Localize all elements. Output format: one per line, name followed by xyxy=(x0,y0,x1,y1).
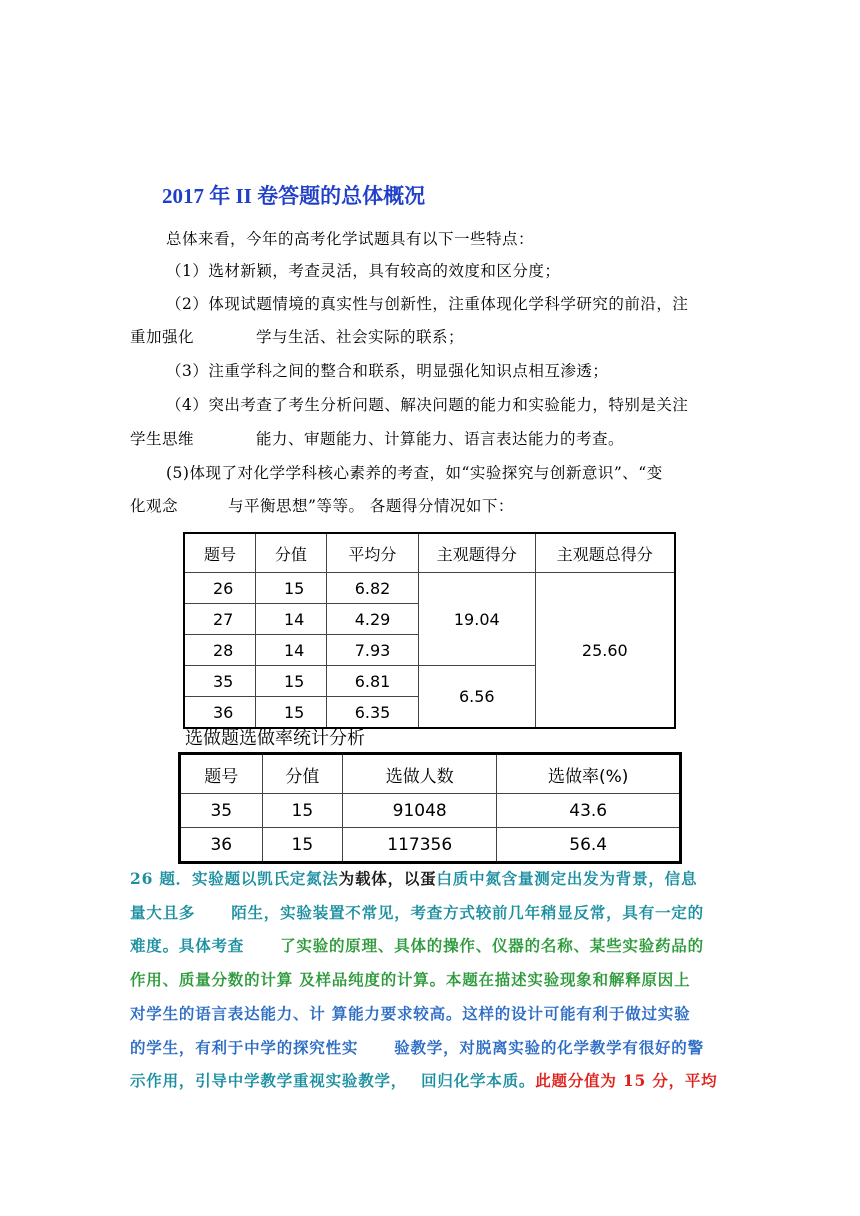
header-cell: 题号 xyxy=(180,754,263,794)
analysis-line-4: 作用、质量分数的计算 及样品纯度的计算。本题在描述实验现象和解释原因上 xyxy=(130,970,691,989)
intro-line-8: (5)体现了对化学学科核心素养的考查，如“实验探究与创新意识”、“变 xyxy=(166,464,663,482)
average-score: 7.93 xyxy=(326,635,418,666)
subjective-required-score: 19.04 xyxy=(418,573,535,666)
question-number: 28 xyxy=(184,635,255,666)
score-value: 15 xyxy=(255,573,326,604)
score-table-header xyxy=(184,533,675,573)
header-cell: 平均分 xyxy=(326,533,418,573)
elective-count: 117356 xyxy=(343,828,497,863)
page-title: 2017 年 II 卷答题的总体概况 xyxy=(162,184,426,208)
elective-count: 91048 xyxy=(343,794,497,828)
subjective-elective-score: 6.56 xyxy=(418,666,535,729)
analysis-line-6-a: 的学生，有利于中学的探究性实 xyxy=(130,1038,359,1057)
intro-line-4-a: 重加强化 xyxy=(130,328,195,346)
question-number: 36 xyxy=(184,697,255,729)
header-cell: 分值 xyxy=(255,533,326,573)
intro-line-9 xyxy=(130,494,514,516)
analysis-line-1-b: 为载体，以蛋 xyxy=(338,869,437,888)
analysis-line-7 xyxy=(130,1069,717,1091)
intro-line-7-b: 能力、审题能力、计算能力、语言表达能力的考查。 xyxy=(256,430,625,448)
analysis-line-5: 对学生的语言表达能力、计 算能力要求较高。这样的设计可能有利于做过实验 xyxy=(130,1004,691,1023)
analysis-line-2-a: 量大且多 xyxy=(130,903,196,922)
analysis-line-3 xyxy=(130,934,704,956)
analysis-line-6-b: 验教学，对脱离实验的化学教学有很好的警 xyxy=(394,1038,704,1057)
intro-line-4-b: 学与生活、社会实际的联系； xyxy=(256,328,465,346)
intro-line-1: 总体来看，今年的高考化学试题具有以下一些特点： xyxy=(166,230,535,248)
elective-table-caption: 选做题选做率统计分析 xyxy=(185,728,365,749)
score-value: 15 xyxy=(262,828,342,863)
header-cell: 主观题总得分 xyxy=(535,533,675,573)
question-number: 36 xyxy=(180,828,263,863)
average-score: 6.35 xyxy=(326,697,418,729)
header-cell: 选做人数 xyxy=(343,754,497,794)
elective-rate: 56.4 xyxy=(497,828,681,863)
intro-line-9-b: 与平衡思想”等等。 各题得分情况如下： xyxy=(228,497,514,515)
intro-line-4 xyxy=(130,325,464,347)
table-row xyxy=(184,573,675,604)
table-row xyxy=(180,794,681,828)
analysis-line-1 xyxy=(130,867,697,889)
analysis-line-7-b: 回归化学本质。 xyxy=(421,1071,536,1090)
analysis-line-3-a: 难度。具体考查 xyxy=(130,936,245,955)
elective-table-header xyxy=(180,754,681,794)
table-row xyxy=(180,828,681,863)
intro-line-9-a: 化观念 xyxy=(130,497,179,515)
average-score: 6.82 xyxy=(326,573,418,604)
intro-line-2: （1）选材新颖，考查灵活，具有较高的效度和区分度； xyxy=(166,262,561,280)
header-cell: 分值 xyxy=(262,754,342,794)
analysis-line-1-a: 26 题．实验题以凯氏定氮法 xyxy=(130,869,339,888)
analysis-line-7-c: 此题分值为 15 分，平均 xyxy=(535,1071,718,1090)
analysis-line-6 xyxy=(130,1036,704,1058)
intro-line-7 xyxy=(130,427,624,449)
elective-rate: 43.6 xyxy=(497,794,681,828)
score-value: 14 xyxy=(255,635,326,666)
average-score: 6.81 xyxy=(326,666,418,697)
score-table xyxy=(183,532,676,729)
analysis-line-1-c: 白质中氮含量测定出发为背景，信息 xyxy=(436,869,698,888)
analysis-line-7-a: 示作用，引导中学教学重视实验教学， xyxy=(130,1071,408,1090)
question-number: 35 xyxy=(184,666,255,697)
header-cell: 主观题得分 xyxy=(418,533,535,573)
intro-line-5: （3）注重学科之间的整合和联系，明显强化知识点相互渗透； xyxy=(166,362,609,380)
question-number: 27 xyxy=(184,604,255,635)
analysis-line-2-b: 陌生，实验装置不常见，考查方式较前几年稍显反常，具有一定的 xyxy=(231,903,704,922)
question-number: 35 xyxy=(180,794,263,828)
elective-rate-table xyxy=(178,752,682,864)
score-value: 15 xyxy=(255,697,326,729)
subjective-total-score: 25.60 xyxy=(535,573,675,729)
score-value: 14 xyxy=(255,604,326,635)
intro-line-6: （4）突出考查了考生分析问题、解决问题的能力和实验能力，特别是关注 xyxy=(166,396,689,414)
average-score: 4.29 xyxy=(326,604,418,635)
score-value: 15 xyxy=(262,794,342,828)
header-cell: 题号 xyxy=(184,533,255,573)
analysis-line-3-b: 了实验的原理、具体的操作、仪器的名称、某些实验药品的 xyxy=(280,936,704,955)
score-value: 15 xyxy=(255,666,326,697)
intro-line-3: （2）体现试题情境的真实性与创新性，注重体现化学科学研究的前沿，注 xyxy=(166,295,689,313)
header-cell: 选做率(%) xyxy=(497,754,681,794)
analysis-line-2 xyxy=(130,901,704,923)
question-number: 26 xyxy=(184,573,255,604)
intro-line-7-a: 学生思维 xyxy=(130,430,195,448)
